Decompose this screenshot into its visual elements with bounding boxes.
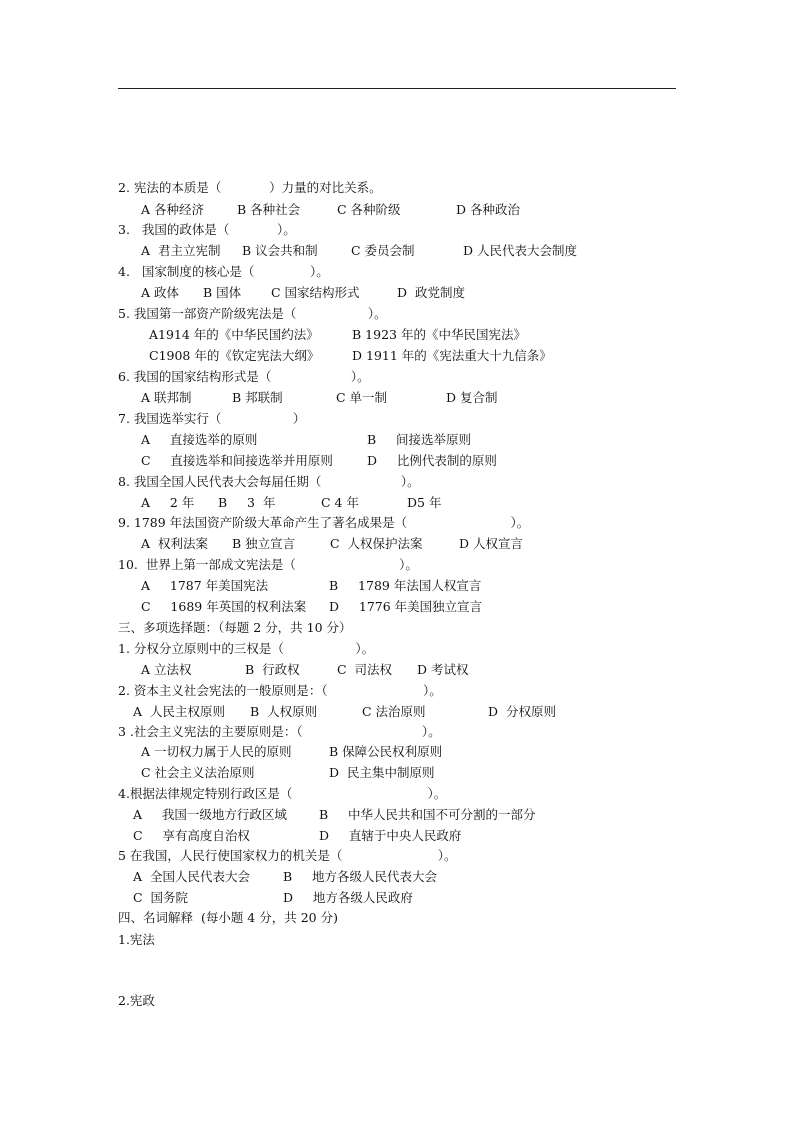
multi-5-option-c: C 国务院 bbox=[133, 890, 189, 905]
multi-4-option-a: A 我国一级地方行政区域 bbox=[133, 807, 287, 822]
question-5-stem: 5. 我国第一部资产阶级宪法是（ ）。 bbox=[118, 306, 387, 321]
question-10-option-c: C 1689 年英国的权利法案 bbox=[141, 599, 307, 614]
question-9-option-a: A 权利法案 bbox=[141, 536, 208, 551]
multi-5-stem: 5 在我国，人民行使国家权力的机关是（ ）。 bbox=[118, 848, 457, 863]
question-4-option-c: C 国家结构形式 bbox=[271, 285, 360, 300]
term-2: 2.宪政 bbox=[118, 993, 155, 1008]
multi-4-option-b: B 中华人民共和国不可分割的一部分 bbox=[319, 807, 536, 822]
multi-1-option-c: C 司法权 bbox=[337, 662, 393, 677]
term-1: 1.宪法 bbox=[118, 932, 155, 947]
question-8-option-d: D5 年 bbox=[407, 495, 442, 510]
question-7-stem: 7. 我国选举实行（ ） bbox=[118, 411, 306, 426]
multi-1-option-b: B 行政权 bbox=[245, 662, 300, 677]
question-3-option-b: B 议会共和制 bbox=[242, 243, 318, 258]
question-6-option-c: C 单一制 bbox=[336, 390, 388, 405]
question-10-option-a: A 1787 年美国宪法 bbox=[141, 578, 269, 593]
question-3-stem: 3. 我国的政体是（ ）。 bbox=[118, 222, 296, 237]
question-7-option-b: B 间接选举原则 bbox=[367, 432, 472, 447]
question-7-option-c: C 直接选举和间接选举并用原则 bbox=[141, 453, 333, 468]
multi-4-option-c: C 享有高度自治权 bbox=[133, 828, 250, 843]
question-6-option-b: B 邦联制 bbox=[232, 390, 283, 405]
question-3-option-c: C 委员会制 bbox=[351, 243, 415, 258]
question-3-option-a: A 君主立宪制 bbox=[141, 243, 221, 258]
question-7-option-d: D 比例代表制的原则 bbox=[367, 453, 497, 468]
multi-5-option-d: D 地方各级人民政府 bbox=[283, 890, 413, 905]
question-9-option-b: B 独立宣言 bbox=[232, 536, 296, 551]
question-8-option-a: A 2 年 bbox=[141, 495, 195, 510]
question-8-option-c: C 4 年 bbox=[321, 495, 359, 510]
question-10-option-d: D 1776 年美国独立宣言 bbox=[329, 599, 483, 614]
question-9-stem: 9. 1789 年法国资产阶级大革命产生了著名成果是（ ）。 bbox=[118, 515, 530, 530]
multi-1-stem: 1. 分权分立原则中的三权是（ ）。 bbox=[118, 641, 375, 656]
question-9-option-c: C 人权保护法案 bbox=[330, 536, 423, 551]
multi-4-stem: 4.根据法律规定特别行政区是（ ）。 bbox=[118, 786, 447, 801]
question-6-option-d: D 复合制 bbox=[446, 390, 498, 405]
question-4-option-d: D 政党制度 bbox=[397, 285, 465, 300]
multi-3-option-c: C 社会主义法治原则 bbox=[141, 765, 255, 780]
question-3-option-d: D 人民代表大会制度 bbox=[463, 243, 577, 258]
multi-2-option-b: B 人权原则 bbox=[250, 704, 318, 719]
question-5-option-d: D 1911 年的《宪法重大十九信条》 bbox=[352, 348, 552, 363]
question-8-stem: 8. 我国全国人民代表大会每届任期（ ）。 bbox=[118, 474, 420, 489]
multi-5-option-a: A 全国人民代表大会 bbox=[133, 869, 250, 884]
multi-3-option-a: A 一切权力属于人民的原则 bbox=[141, 744, 292, 759]
header-rule bbox=[118, 88, 676, 89]
question-6-stem: 6. 我国的国家结构形式是（ ）。 bbox=[118, 369, 370, 384]
question-5-option-b: B 1923 年的《中华民国宪法》 bbox=[352, 327, 526, 342]
multi-2-stem: 2. 资本主义社会宪法的一般原则是：（ ）。 bbox=[118, 683, 442, 698]
question-4-option-a: A 政体 bbox=[141, 285, 180, 300]
question-7-option-a: A 直接选举的原则 bbox=[141, 432, 258, 447]
question-2-option-b: B 各种社会 bbox=[237, 202, 301, 217]
question-2-option-d: D 各种政治 bbox=[456, 202, 520, 217]
section-3-heading: 三、多项选择题：（每题 2 分，共 10 分） bbox=[118, 620, 352, 635]
question-4-option-b: B 国体 bbox=[203, 285, 242, 300]
multi-5-option-b: B 地方各级人民代表大会 bbox=[283, 869, 438, 884]
multi-2-option-d: D 分权原则 bbox=[488, 704, 556, 719]
question-5-option-a: A1914 年的《中华民国约法》 bbox=[149, 327, 319, 342]
question-6-option-a: A 联邦制 bbox=[141, 390, 192, 405]
multi-1-option-a: A 立法权 bbox=[141, 662, 192, 677]
question-2-stem: 2. 宪法的本质是（ ）力量的对比关系。 bbox=[118, 180, 382, 195]
multi-3-option-b: B 保障公民权利原则 bbox=[329, 744, 443, 759]
multi-2-option-c: C 法治原则 bbox=[362, 704, 426, 719]
question-4-stem: 4. 国家制度的核心是（ ）。 bbox=[118, 264, 329, 279]
multi-3-option-d: D 民主集中制原则 bbox=[329, 765, 435, 780]
question-2-option-c: C 各种阶级 bbox=[337, 202, 401, 217]
question-9-option-d: D 人权宣言 bbox=[459, 536, 523, 551]
question-8-option-b: B 3 年 bbox=[218, 495, 276, 510]
multi-2-option-a: A 人民主权原则 bbox=[133, 704, 225, 719]
section-4-heading: 四、名词解释 (每小题 4 分，共 20 分) bbox=[118, 910, 338, 925]
question-10-stem: 10. 世界上第一部成文宪法是（ ）。 bbox=[118, 557, 418, 572]
question-5-option-c: C1908 年的《钦定宪法大纲》 bbox=[149, 348, 320, 363]
multi-3-stem: 3 .社会主义宪法的主要原则是：（ ）。 bbox=[118, 724, 441, 739]
question-10-option-b: B 1789 年法国人权宣言 bbox=[329, 578, 482, 593]
question-2-option-a: A 各种经济 bbox=[141, 202, 205, 217]
multi-1-option-d: D 考试权 bbox=[417, 662, 469, 677]
multi-4-option-d: D 直辖于中央人民政府 bbox=[319, 828, 462, 843]
